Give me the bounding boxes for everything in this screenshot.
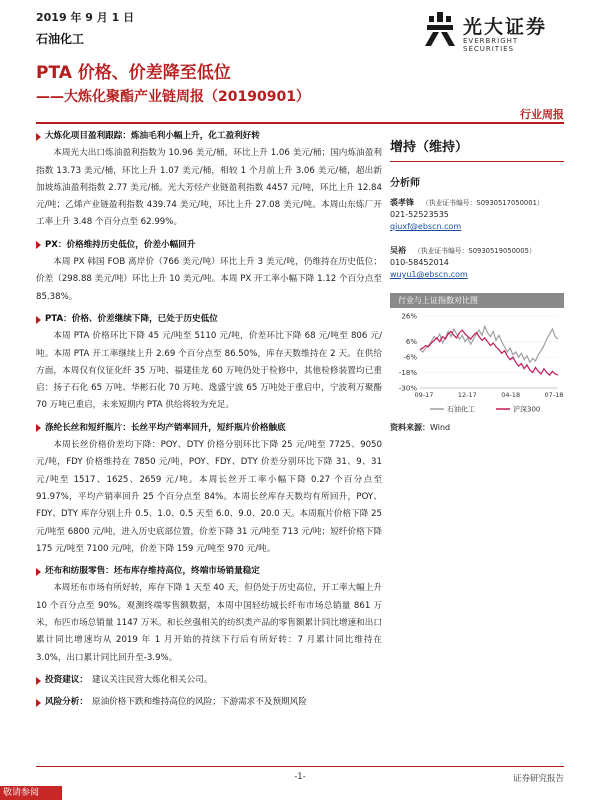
comparison-chart (390, 308, 564, 420)
section-paragraph: 本周坯布市场有所好转，库存下降 1 天至 40 天，但仍处于历史高位，开工率大幅上升 10 个百分点至 90%。观测终端零售额数据，本周中国轻纺城长纤布市场总销量 861 万米，布匹市场总销量 1147 万米。和长丝强相关的纺织类产品的零售额累计同比增速和出口累计同比增速均从 2019 年 1 月开始的持续下行后有所好转：7 月累计同比维持在 3.0%，出口累计同比回升至-3.9%。 (36, 583, 382, 663)
y-tick-label: -30% (398, 384, 417, 393)
section-polyester (36, 420, 382, 558)
analyst-phone: 021-52523535 (390, 210, 449, 219)
section-paragraph: 本周长丝价格价差均下降：POY、DTY 价格分别环比下降 25 元/吨至 7725、9050 元/吨，FDY 价格维持在 7850 元/吨，POY、FDY、DTY 价差分别环比下降 31、9、31 元/吨至 1517、1625、2659 元/吨。本周长丝开工率小幅下降 0.27 个百分点至 91.97%，平均产销率回升 25 个百分点至 84%。本周长丝库存天数均有所回升，POY、FDY、DTY 库存分别上升 0.5、1.0、0.5 天至 6.0、9.0、20.0 天。本周瓶片价格下降 25 元/吨至 6800 元/吨，进入历史底部位置，价差下降 31 元/吨至 713 元/吨；短纤价格下降 175 元/吨至 7100 元/吨，价差下降 159 元/吨至 970 元/吨。 (36, 440, 382, 554)
sidebar (390, 128, 564, 433)
section-px (36, 237, 382, 306)
section-paragraph: 本周 PX 韩国 FOB 离岸价（766 美元/吨）环比上升 3 美元/吨，仍维持在历史低位；价差（298.88 美元/吨）环比上升 10 美元/吨。本周 PX 开工率小幅下降 1.12 个百分点至 85.38%。 (36, 257, 382, 302)
footer-label: 证券研究报告 (512, 774, 564, 784)
section-heading: PTA：价格、价差继续下降，已处于历史低位 (36, 311, 382, 328)
watermark: 敬请参阅 (0, 786, 62, 800)
chart-svg (390, 308, 564, 420)
legend-label: 沪深300 (513, 405, 541, 414)
section-heading: 大炼化项目盈利跟踪：炼油毛利小幅上升，化工盈利好转 (36, 128, 382, 145)
analyst-card (390, 197, 564, 233)
section-pta (36, 311, 382, 415)
legend-label: 石油化工 (447, 405, 475, 414)
bullet-icon (36, 133, 41, 141)
chart-source: 资料来源：Wind (390, 423, 451, 432)
logo-text-cn: 光大证券 (463, 16, 548, 38)
investment-advice: 投资建议： 建议关注民营大炼化相关公司。 (36, 672, 382, 689)
y-tick-label: -6% (403, 353, 417, 362)
bullet-icon (36, 677, 41, 685)
analyst-cert: （执业证书编号：S0930519050005） (414, 247, 536, 255)
x-tick-label: 04-18 (501, 391, 521, 399)
report-date: 2019 年 9 月 1 日 (36, 11, 135, 24)
section-heading: PX：价格维持历史低位，价差小幅回升 (36, 237, 382, 254)
bullet-icon (36, 316, 41, 324)
x-tick-label: 09-17 (414, 391, 434, 399)
analyst-name: 吴裕 (390, 246, 406, 255)
report-subtitle: ——大炼化聚酯产业链周报（20190901） (36, 89, 310, 105)
rating-label: 增持（维持） (390, 140, 469, 155)
risk-analysis: 风险分析： 原油价格下跌和维持高位的风险；下游需求不及预期风险 (36, 694, 382, 711)
bullet-icon (36, 699, 41, 707)
analyst-phone: 010-58452014 (390, 258, 449, 267)
footer-divider (36, 766, 564, 767)
analyst-email-link[interactable]: wuyu1@ebscn.com (390, 270, 468, 279)
y-tick-label: 6% (405, 338, 417, 347)
bullet-icon (36, 568, 41, 576)
bullet-icon (36, 241, 41, 249)
sector-label: 石油化工 (36, 32, 85, 46)
section-paragraph: 本周 PTA 价格环比下降 45 元/吨至 5110 元/吨，价差环比下降 68 元/吨至 806 元/吨。本周 PTA 开工率继续上升 2.69 个百分点至 86.50%，库存天数维持在 2 天。在供给方面，本周仅有仪征化纤 35 万吨、福建佳龙 60 万吨仍处于检修中，其他检修装置均已重启：扬子石化 65 万吨、华彬石化 70 万吨、逸盛宁波 65 万吨处于重启中，宁波利万聚酯 70 万吨已重启，未来短期内 PTA 供给将较为充足。 (36, 331, 382, 411)
analyst-email-link[interactable]: qiuxf@ebscn.com (390, 222, 462, 231)
analyst-heading: 分析师 (390, 178, 420, 189)
chart-title: 行业与上证指数对比图 (390, 293, 564, 308)
analyst-card (390, 245, 564, 281)
x-tick-label: 12-17 (457, 391, 477, 399)
analyst-name: 裘孝锋 (390, 198, 414, 207)
report-title: PTA 价格、价差降至低位 (36, 63, 231, 83)
page-number: -1- (294, 772, 306, 782)
y-tick-label: -18% (398, 369, 417, 378)
report-body (36, 128, 382, 712)
section-refining (36, 128, 382, 232)
section-heading: 涤纶长丝和短纤瓶片：长丝平均产销率回升，短纤瓶片价格触底 (36, 420, 382, 437)
section-heading: 坯布和纺服零售：坯布库存维持高位，终端市场销量稳定 (36, 563, 382, 580)
y-tick-label: 26% (401, 312, 417, 321)
sidebar-divider (390, 161, 564, 162)
x-tick-label: 07-18 (544, 391, 564, 399)
bullet-icon (36, 424, 41, 432)
analyst-cert: （执业证书编号：S0930517050001） (422, 199, 544, 207)
logo-mark-icon (425, 10, 455, 48)
header-divider (36, 122, 564, 124)
company-logo (425, 10, 565, 53)
section-fabric-retail (36, 563, 382, 667)
section-paragraph: 本周光大出口炼油盈利指数为 10.96 美元/桶，环比上升 1.06 美元/桶；国内炼油盈利指数 13.73 美元/桶，环比上升 1.07 美元/桶，相较 1 个月前上升 3.06 美元/桶，超出新加坡炼油盈利指数 2.77 美元/桶。光大芳烃产业链盈利指数 4457 元/吨，环比上升 12.84 元/吨；乙烯产业链盈利指数 439.74 美元/吨，环比上升 27.08 美元/吨。本周山东炼厂开工率上升 3.48 个百分点至 62.99%。 (36, 148, 382, 228)
report-category: 行业周报 (520, 108, 564, 121)
logo-text-en: EVERBRIGHT SECURITIES (463, 37, 519, 53)
